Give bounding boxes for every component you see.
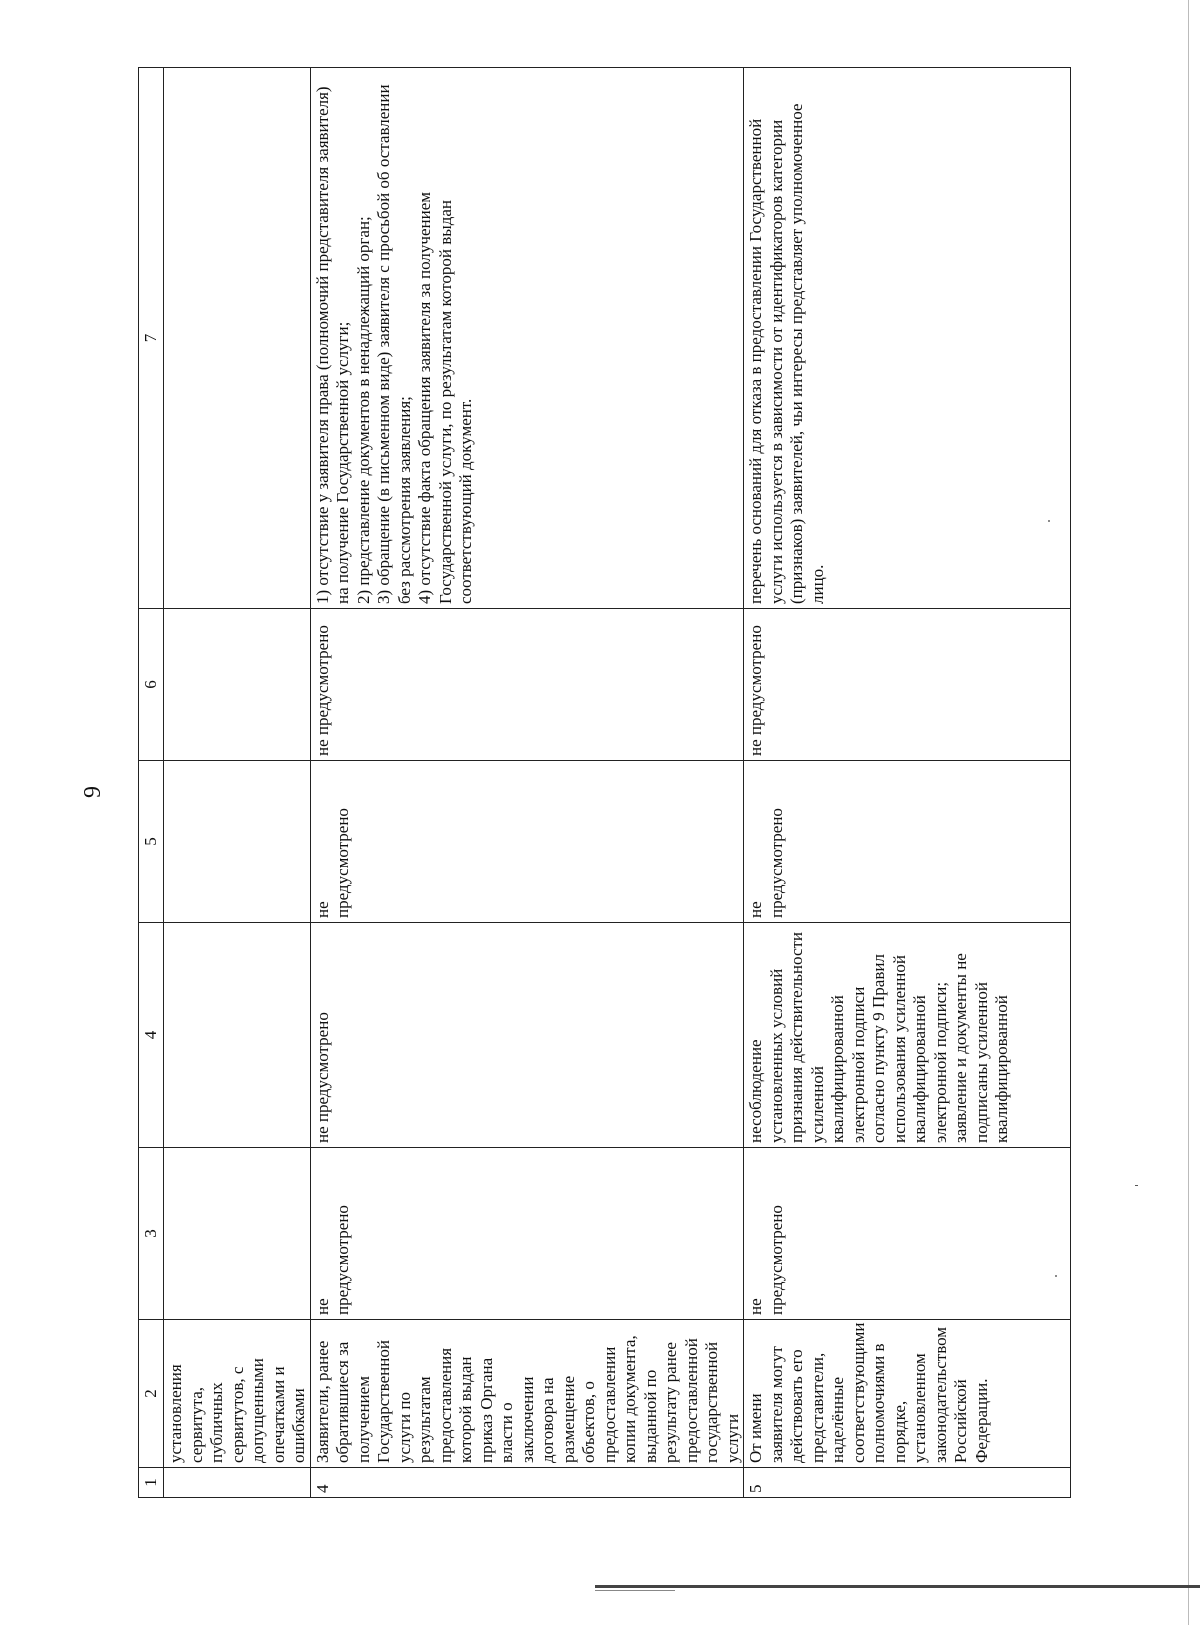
cell-col4: несоблюдение установленных условий признания действительности усиленной квалифицированной электронной подписи согласно пункту 9 Правил использования усиленной квалифицированной электронной подписи; заявление и документы не подписаны усиленной квалифицированной: [744, 923, 1071, 1148]
row-number: 4: [310, 1468, 744, 1498]
table-row: [744, 68, 1071, 1498]
cell-col7: [164, 68, 311, 609]
cell-applicant: От имени заявителя могут действовать его представители, наделённые соответствующими полномочиями в порядке, установленном законодательством Российской Федерации.: [744, 1320, 1071, 1468]
table-row: [310, 68, 744, 1498]
cell-col6: [164, 609, 311, 761]
header-row: [139, 68, 164, 1498]
row-number: 5: [744, 1468, 1071, 1498]
header-cell: 6: [139, 609, 164, 761]
header-cell: 2: [139, 1320, 164, 1468]
scan-edge-line: [1188, 0, 1189, 1625]
header-cell: 7: [139, 68, 164, 609]
scan-bottom-edge: [595, 1585, 1200, 1588]
cell-col3: [164, 1148, 311, 1320]
row-number: [164, 1468, 311, 1498]
scan-speck: [1055, 1275, 1057, 1277]
scan-bottom-edge-faint: [595, 1590, 675, 1591]
cell-col6: не предусмотрено: [310, 609, 744, 761]
cell-applicant: установления сервитута, публичных сервитутов, с допущенными опечатками и ошибками: [164, 1320, 311, 1468]
cell-col4: не предусмотрено: [310, 923, 744, 1148]
services-table: [138, 67, 1071, 1498]
cell-col6: не предусмотрено: [744, 609, 1071, 761]
header-cell: 4: [139, 923, 164, 1148]
cell-col5: не предусмотрено: [744, 761, 1071, 923]
header-cell: 1: [139, 1468, 164, 1498]
header-cell: 3: [139, 1148, 164, 1320]
cell-col5: [164, 761, 311, 923]
header-cell: 5: [139, 761, 164, 923]
cell-col3: не предусмотрено: [744, 1148, 1071, 1320]
cell-col4: [164, 923, 311, 1148]
cell-col3: не предусмотрено: [310, 1148, 744, 1320]
table-row-continuation: [164, 68, 311, 1498]
scan-speck: [1135, 1185, 1138, 1186]
cell-applicant: Заявители, ранее обратившиеся за получением Государственной услуги по результатам предоставления которой выдан приказ Органа власти о заключении договора на размещение объектов, о предоставлении копии документа, выданной по результату ранее предоставленной государственной услуги: [310, 1320, 744, 1468]
scan-speck: [1048, 520, 1050, 522]
cell-refusal-grounds: 1) отсутствие у заявителя права (полномочий представителя заявителя) на получение Государственной услуги; 2) представление документов в ненадлежащий орган; 3) обращение (в письменном виде) заявителя с просьбой об оставлении без рассмотрения заявления; 4) отсутствие факта обращения заявителя за получением Государственной услуги, по результатам которой выдан соответствующий документ.: [310, 68, 744, 609]
cell-col5: не предусмотрено: [310, 761, 744, 923]
cell-refusal-grounds: перечень оснований для отказа в предоставлении Государственной услуги используется в зависимости от идентификаторов категории (признаков) заявителей, чьи интересы представляет уполномоченное лицо.: [744, 68, 1071, 609]
rotated-table-container: [138, 68, 1011, 1498]
page-number: 9: [80, 786, 106, 798]
